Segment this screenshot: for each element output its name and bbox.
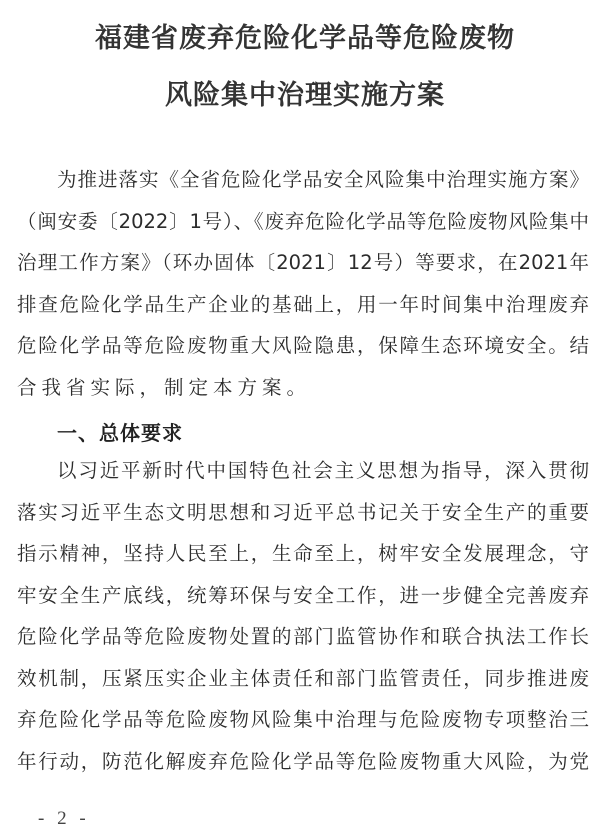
text-line: 危险化学品等危险废物处置的部门监管协作和联合执法工作长 — [17, 625, 589, 648]
text-line: 治理工作方案》（环办固体〔2021〕12号）等要求，在2021年 — [17, 251, 589, 274]
text-line: 效机制，压紧压实企业主体责任和部门监管责任，同步推进废 — [17, 667, 589, 690]
text-line: 合我省实际，制定本方案。 — [17, 376, 312, 399]
document-title-line-1: 福建省废弃危险化学品等危险废物 — [95, 23, 515, 54]
text-line: 落实习近平生态文明思想和习近平总书记关于安全生产的重要 — [17, 501, 589, 524]
page-number: - 2 - — [38, 808, 90, 829]
section-heading: 一、总体要求 — [57, 421, 183, 445]
text-line: 为推进落实《全省危险化学品安全风险集中治理实施方案》 — [57, 168, 589, 191]
text-line: 弃危险化学品等危险废物风险集中治理与危险废物专项整治三 — [17, 708, 589, 731]
text-line: （闽安委〔2022〕1号）、《废弃危险化学品等危险废物风险集中 — [17, 210, 589, 233]
text-line: 牢安全生产底线，统筹环保与安全工作，进一步健全完善废弃 — [17, 584, 589, 607]
text-line: 危险化学品等危险废物重大风险隐患，保障生态环境安全。结 — [17, 334, 589, 357]
text-line: 以习近平新时代中国特色社会主义思想为指导，深入贯彻 — [57, 459, 589, 482]
document-title-line-2: 风险集中治理实施方案 — [165, 80, 445, 111]
text-line: 指示精神，坚持人民至上，生命至上，树牢安全发展理念，守 — [17, 542, 589, 565]
text-line: 排查危险化学品生产企业的基础上，用一年时间集中治理废弃 — [17, 293, 589, 316]
text-line: 年行动，防范化解废弃危险化学品等危险废物重大风险，为党 — [17, 750, 589, 773]
